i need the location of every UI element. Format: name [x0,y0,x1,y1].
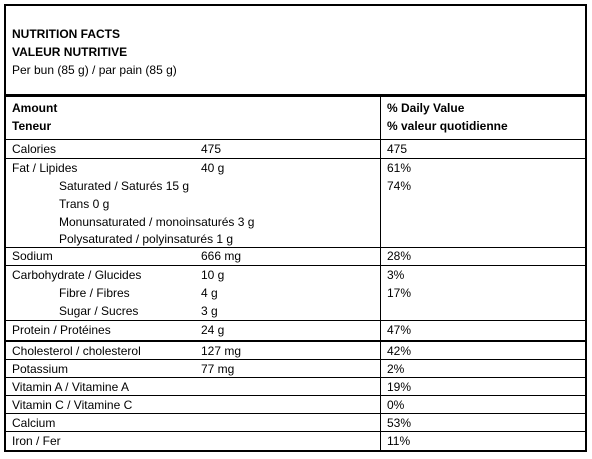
table-row [6,159,585,248]
table-row [6,360,585,378]
daily-value-header-french: % valeur quotidienne [387,119,508,133]
daily-value-header-english: % Daily Value [387,101,465,115]
nutrient-label: Fibre / Fibres [59,286,130,300]
amount-header-french: Teneur [12,119,52,133]
table-row [6,248,585,266]
nutrient-daily-value: 42% [387,344,412,358]
nutrient-amount: 4 g [201,286,218,300]
nutrient-label: Vitamin A / Vitamine A [12,380,129,394]
table-row [6,378,585,396]
nutrient-label: Sodium [12,249,53,263]
nutrient-label: Polysaturated / polyinsaturés 1 g [59,232,234,246]
nutrient-label: Sugar / Sucres [59,304,139,318]
nutrient-daily-value: 475 [387,142,408,156]
nutrient-label: Fat / Lipides [12,161,78,175]
table-row [6,342,585,360]
table-row [6,432,585,450]
nutrient-daily-value: 0% [387,398,405,412]
title-french: VALEUR NUTRITIVE [12,45,128,59]
nutrient-amount: 40 g [201,161,225,175]
nutrient-daily-value: 53% [387,416,412,430]
nutrient-daily-value: 2% [387,362,405,376]
column-header-row [6,97,585,140]
nutrient-label: Vitamin C / Vitamine C [12,398,133,412]
nutrition-facts-panel [4,4,587,452]
nutrient-label: Calcium [12,416,56,430]
nutrient-daily-value: 3% [387,268,405,282]
table-row [6,414,585,432]
nutrient-daily-value: 74% [387,179,412,193]
nutrient-label: Cholesterol / cholesterol [12,344,141,358]
nutrient-amount: 77 mg [201,362,235,376]
nutrient-label: Calories [12,142,57,156]
nutrient-daily-value: 28% [387,249,412,263]
nutrient-label: Iron / Fer [12,434,61,448]
table-row [6,140,585,159]
nutrient-amount: 666 mg [201,249,242,263]
amount-header-english: Amount [12,101,58,115]
title-english: NUTRITION FACTS [12,27,120,41]
serving-size: Per bun (85 g) / par pain (85 g) [12,63,177,77]
nutrient-amount: 127 mg [201,344,242,358]
nutrient-daily-value: 11% [387,434,411,448]
table-row [6,321,585,342]
nutrient-daily-value: 47% [387,323,412,337]
nutrient-label: Saturated / Saturés 15 g [59,179,190,193]
nutrient-amount: 3 g [201,304,218,318]
nutrient-label: Potassium [12,362,69,376]
nutrient-daily-value: 17% [387,286,412,300]
nutrient-label: Trans 0 g [59,197,110,211]
nutrition-header [6,6,585,97]
nutrient-label: Carbohydrate / Glucides [12,268,142,282]
table-row [6,396,585,414]
nutrient-amount: 24 g [201,323,225,337]
nutrient-amount: 10 g [201,268,225,282]
table-row [6,266,585,321]
nutrient-daily-value: 19% [387,380,412,394]
nutrient-daily-value: 61% [387,161,412,175]
nutrient-label: Monunsaturated / monoinsaturés 3 g [59,215,255,229]
nutrient-label: Protein / Protéines [12,323,111,337]
nutrient-amount: 475 [201,142,222,156]
